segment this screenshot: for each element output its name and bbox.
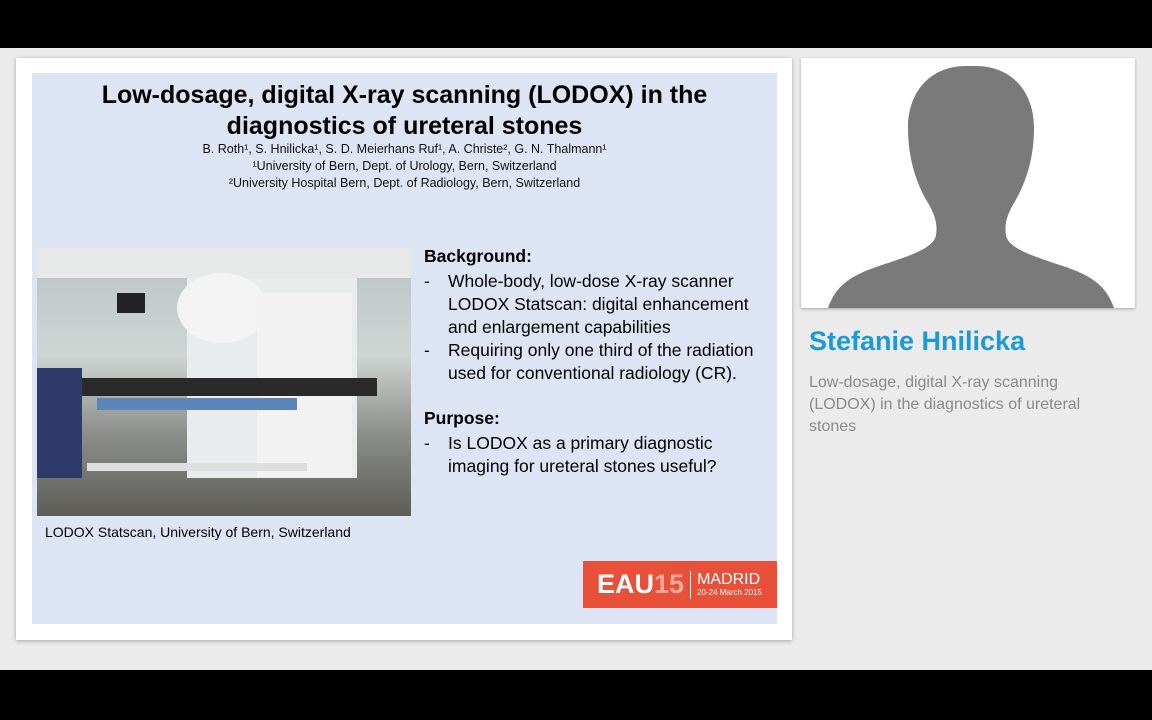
affiliation-1: ¹University of Bern, Dept. of Urology, Bern, Switzerland: [252, 159, 557, 173]
slide-body: [424, 245, 764, 478]
purpose-heading: Purpose:: [424, 408, 500, 428]
slide: [32, 73, 777, 624]
logo-eau: EAU: [597, 569, 655, 599]
bottom-letterbox: [0, 670, 1152, 720]
logo-city: MADRID: [697, 571, 761, 588]
background-heading: Background:: [424, 246, 532, 266]
top-letterbox: [0, 0, 1152, 48]
talk-title: Low-dosage, digital X-ray scanning (LODOX) in the diagnostics of ureteral stones: [809, 374, 1081, 435]
logo-divider: [690, 571, 691, 599]
logo-dates: 20-24 March 2015: [697, 588, 762, 597]
lodox-scanner-photo: [37, 248, 411, 516]
logo-number: 15: [654, 569, 685, 599]
person-silhouette-icon: [801, 58, 1135, 308]
authors: B. Roth¹, S. Hnilicka¹, S. D. Meierhans Ruf¹, A. Christe², G. N. Thalmann¹: [202, 142, 607, 156]
purpose-item: - Is LODOX as a primary diagnostic imaging for ureteral stones useful?: [424, 432, 764, 478]
affiliation-2: ²University Hospital Bern, Dept. of Radiology, Bern, Switzerland: [228, 176, 581, 190]
eau15-logo: [583, 561, 777, 608]
background-item: - Whole-body, low-dose X-ray scanner LODOX Statscan: digital enhancement and enlargement capabilities: [424, 270, 764, 339]
slide-title: Low-dosage, digital X-ray scanning (LODOX) in the diagnostics of ureteral stones: [101, 81, 708, 140]
speaker-name: Stefanie Hnilicka: [809, 326, 1026, 356]
speaker-avatar: [801, 58, 1135, 308]
background-item: - Requiring only one third of the radiation used for conventional radiology (CR).: [424, 339, 764, 385]
photo-caption: LODOX Statscan, University of Bern, Switzerland: [45, 524, 351, 540]
